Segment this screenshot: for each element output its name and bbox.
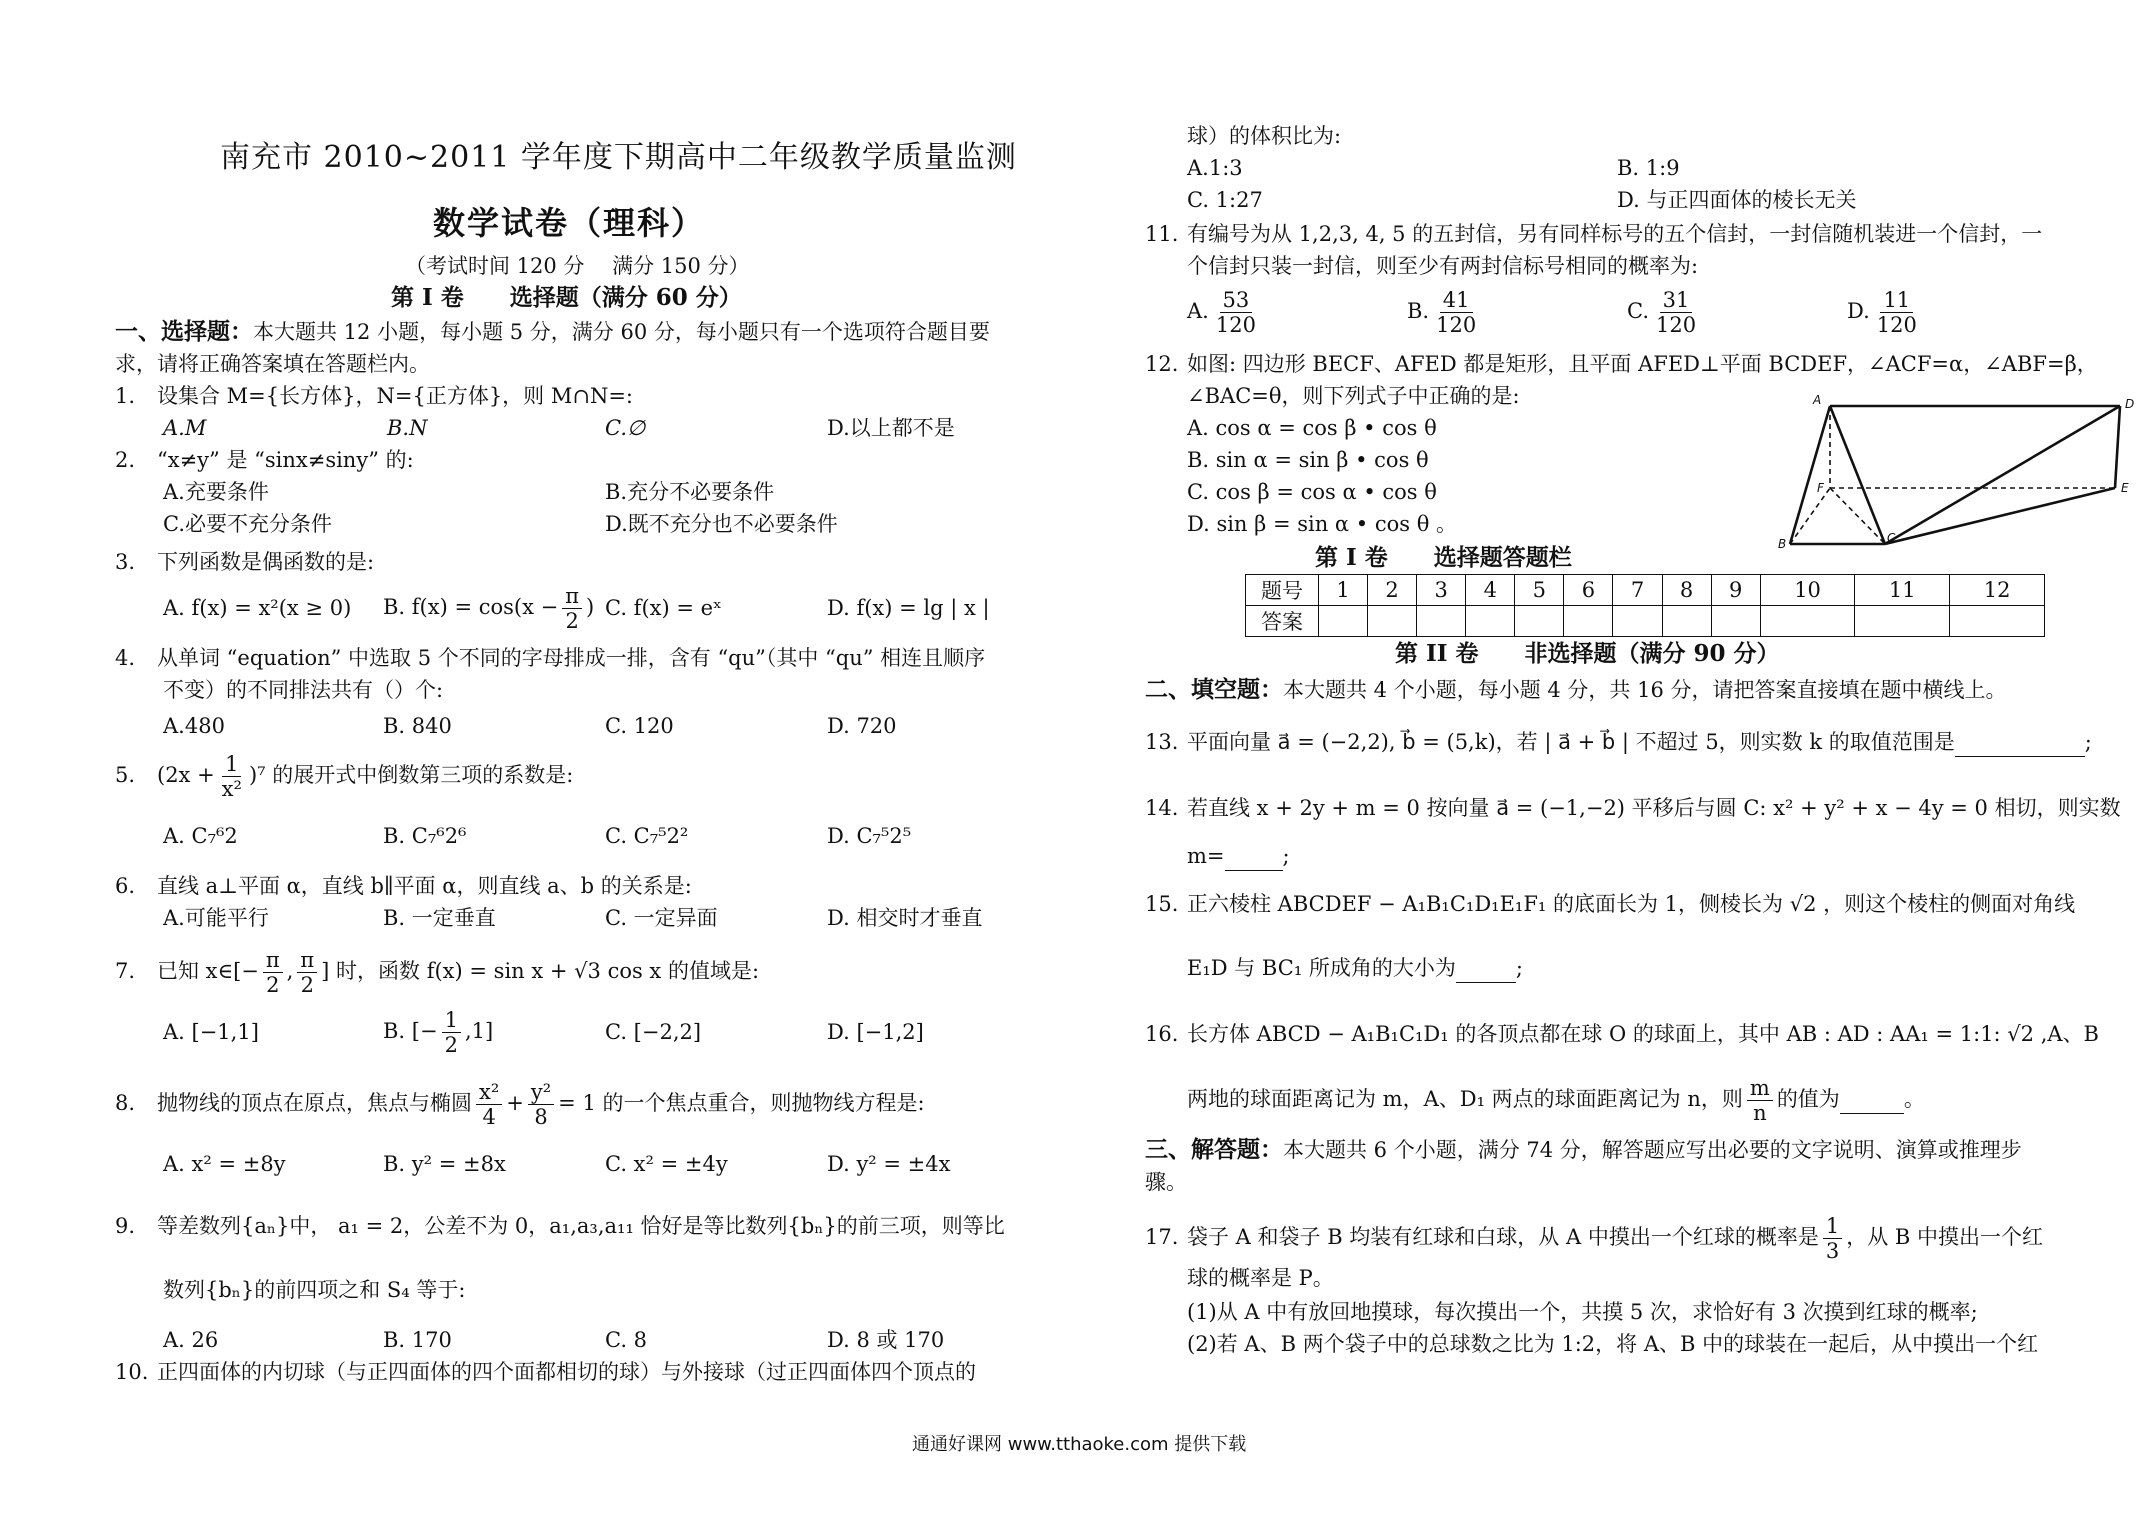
section1-intro-line2: 求，请将正确答案填在答题栏内。	[115, 352, 430, 376]
q3-option-d: D. f(x) = lg | x |	[827, 596, 990, 620]
footer-credit: 通通好课网 www.tthaoke.com 提供下载	[912, 1434, 1247, 1455]
subject-title: 数学试卷（理科）	[433, 204, 706, 242]
q11-option-b: B. $\frac{41}{120}$	[1407, 288, 1477, 337]
answer-table-num: 11	[1855, 575, 1950, 606]
q2-option-d: D.既不充分也不必要条件	[605, 512, 838, 536]
q9-option-b: B. 170	[383, 1328, 452, 1352]
answer-cell[interactable]	[1319, 606, 1368, 637]
question-14-line2: m= ;	[1187, 842, 1290, 871]
answer-cell[interactable]	[1466, 606, 1515, 637]
section3-intro: 三、解答题：本大题共 6 个小题，满分 74 分，解答题应写出必要的文字说明、演算或推理步	[1145, 1136, 2022, 1163]
q5-option-b: B. C₇⁶2⁶	[383, 824, 467, 848]
answer-table-num: 7	[1613, 575, 1662, 606]
q1-option-a: A.M	[163, 416, 207, 440]
section2-intro: 二、填空题：本大题共 4 个小题，每小题 4 分，共 16 分，请把答案直接填在题中横线上。	[1145, 676, 2007, 703]
answer-cell[interactable]	[1711, 606, 1760, 637]
section3-intro-line2: 骤。	[1145, 1170, 1187, 1194]
answer-table-answer-label: 答案	[1246, 606, 1319, 637]
q5-fraction: $\frac{1}{\text{x²}}$	[221, 752, 242, 801]
question-17-line2: 球的概率是 P。	[1187, 1266, 1334, 1290]
q10-option-d: D. 与正四面体的棱长无关	[1617, 188, 1857, 212]
q14-answer-blank[interactable]	[1225, 842, 1283, 871]
question-15: 15. 正六棱柱 ABCDEF − A₁B₁C₁D₁E₁F₁ 的底面长为 1，侧棱长为 √2 ，则这个棱柱的侧面对角线	[1145, 892, 2076, 916]
part2-heading: 第 II 卷 非选择题（满分 90 分）	[1395, 640, 1780, 667]
q11-option-d: D. $\frac{11}{120}$	[1847, 288, 1917, 337]
question-16: 16. 长方体 ABCD − A₁B₁C₁D₁ 的各顶点都在球 O 的球面上，其中 AB : AD : AA₁ = 1:1: √2 ,A、B	[1145, 1022, 2099, 1046]
q10-option-b: B. 1:9	[1617, 156, 1680, 180]
answer-table-num: 12	[1950, 575, 2045, 606]
part1-heading: 第 I 卷 选择题（满分 60 分）	[391, 284, 742, 311]
question-3: 3. 下列函数是偶函数的是:	[115, 550, 375, 574]
question-6: 6. 直线 a⊥平面 α，直线 b∥平面 α，则直线 a、b 的关系是:	[115, 874, 692, 898]
q8-fraction-1: $\frac{\text{x²}}{4}$	[476, 1080, 502, 1129]
question-13: 13. 平面向量 a⃗ = (−2,2), b⃗ = (5,k)，若 | a⃗ + b⃗ | 不超过 5，则实数 k 的取值范围是 ;	[1145, 728, 2092, 757]
q2-option-a: A.充要条件	[163, 480, 269, 504]
q12-option-c: C. cos β = cos α • cos θ	[1187, 480, 1437, 504]
edge-DE	[2115, 406, 2120, 488]
section1-intro: 一、选择题：本大题共 12 小题，每小题 5 分，满分 60 分，每小题只有一个选项符合题目要	[115, 318, 990, 345]
answer-table-num: 6	[1564, 575, 1613, 606]
q4-option-d: D. 720	[827, 714, 897, 738]
q12-option-a: A. cos α = cos β • cos θ	[1187, 416, 1437, 440]
q16-fraction: $\frac{m}{n}$	[1747, 1076, 1773, 1125]
q8-option-c: C. x² = ±4y	[605, 1152, 728, 1176]
q6-option-b: B. 一定垂直	[383, 906, 496, 930]
answer-table-header-label: 题号	[1246, 575, 1319, 606]
edge-AB	[1790, 406, 1830, 544]
q5-option-a: A. C₇⁶2	[163, 824, 238, 848]
q12-option-d: D. sin β = sin α • cos θ 。	[1187, 512, 1458, 536]
question-10: 10. 正四面体的内切球（与正四面体的四个面都相切的球）与外接球（过正四面体四个顶点的	[115, 1360, 976, 1384]
question-7: 7. 已知 x∈[− $\frac{\pi}{2}$ , $\frac{\pi}{2}$ ] 时，函数 f(x) = sin x + √3 cos x 的值域是:	[115, 948, 760, 997]
q7-fraction-2: $\frac{\pi}{2}$	[297, 948, 317, 997]
q9-option-c: C. 8	[605, 1328, 648, 1352]
question-11-line2: 个信封只装一封信，则至少有两封信标号相同的概率为:	[1187, 254, 1699, 278]
edge-FC	[1830, 488, 1885, 544]
label-D: D	[2125, 397, 2135, 411]
q6-option-a: A.可能平行	[163, 906, 269, 930]
answer-cell[interactable]	[1515, 606, 1564, 637]
answer-cell[interactable]	[1564, 606, 1613, 637]
answer-cell[interactable]	[1950, 606, 2045, 637]
question-4: 4. 从单词 “equation” 中选取 5 个不同的字母排成一排，含有 “qu”（其中 “qu” 相连且顺序	[115, 646, 986, 670]
question-11: 11. 有编号为从 1,2,3, 4, 5 的五封信，另有同样标号的五个信封，一封信随机装进一个信封，一	[1145, 222, 2043, 246]
q8-option-b: B. y² = ±8x	[383, 1152, 506, 1176]
question-10-cont: 球）的体积比为:	[1187, 124, 1342, 148]
q13-answer-blank[interactable]	[1955, 728, 2085, 757]
answer-cell[interactable]	[1760, 606, 1855, 637]
q3-option-c: C. f(x) = eˣ	[605, 596, 722, 620]
q3-fraction: $\frac{\pi}{2}$	[562, 584, 582, 633]
q10-option-a: A.1:3	[1187, 156, 1243, 180]
q10-option-c: C. 1:27	[1187, 188, 1263, 212]
q7-fraction-1: $\frac{\pi}{2}$	[263, 948, 283, 997]
q4-option-b: B. 840	[383, 714, 452, 738]
answer-table-answer-row	[1246, 606, 2045, 637]
edge-BF	[1790, 488, 1830, 544]
q9-option-a: A. 26	[163, 1328, 219, 1352]
label-A: A	[1813, 393, 1822, 407]
q17-fraction: $\frac{1}{3}$	[1823, 1214, 1842, 1263]
question-12-line2: ∠BAC=θ，则下列式子中正确的是:	[1187, 384, 1520, 408]
answer-cell[interactable]	[1417, 606, 1466, 637]
label-B: B	[1778, 537, 1787, 551]
q5-option-d: D. C₇⁵2⁵	[827, 824, 912, 848]
question-16-line2: 两地的球面距离记为 m，A、D₁ 两点的球面距离记为 n，则 $\frac{m}{n}$ 的值为 。	[1187, 1076, 1925, 1125]
question-8: 8. 抛物线的顶点在原点，焦点与椭圆 $\frac{\text{x²}}{4}$ + $\frac{\text{y²}}{8}$ = 1 的一个焦点重合，则抛物线方程是:	[115, 1080, 925, 1129]
question-15-line2: E₁D 与 BC₁ 所成角的大小为 ;	[1187, 954, 1523, 983]
q1-option-c: C.∅	[605, 416, 646, 440]
q8-fraction-2: $\frac{\text{y²}}{8}$	[528, 1080, 554, 1129]
q1-option-b: B.N	[387, 416, 428, 440]
question-9-line2: 数列{bₙ}的前四项之和 S₄ 等于:	[163, 1278, 466, 1302]
q8-option-a: A. x² = ±8y	[163, 1152, 286, 1176]
q12-prism-figure	[1775, 392, 2150, 554]
answer-table-header-row	[1246, 575, 2045, 606]
q3-option-b: B. f(x) = cos(x − $\frac{\pi}{2}$ )	[383, 584, 595, 633]
q1-option-d: D.以上都不是	[827, 416, 955, 440]
question-2: 2. “x≠y” 是 “sinx≠siny” 的:	[115, 448, 414, 472]
edge-DC	[1885, 406, 2120, 544]
q7-option-b-fraction: $\frac{1}{2}$	[442, 1008, 461, 1057]
answer-cell[interactable]	[1855, 606, 1950, 637]
label-E: E	[2121, 481, 2129, 495]
question-14: 14. 若直线 x + 2y + m = 0 按向量 a⃗ = (−1,−2) 平移后与圆 C: x² + y² + x − 4y = 0 相切，则实数	[1145, 796, 2121, 820]
q3-option-a: A. f(x) = x²(x ≥ 0)	[163, 596, 352, 620]
q11-option-a: A. $\frac{53}{120}$	[1187, 288, 1256, 337]
q7-option-d: D. [−1,2]	[827, 1020, 924, 1044]
q16-answer-blank[interactable]	[1840, 1085, 1904, 1114]
label-C: C	[1887, 531, 1896, 545]
answer-table-num: 10	[1760, 575, 1855, 606]
question-17-part2: (2)若 A、B 两个袋子中的总球数之比为 1:2，将 A、B 中的球装在一起后，从中摸出一个红	[1187, 1332, 2039, 1356]
q4-option-c: C. 120	[605, 714, 674, 738]
q12-option-b: B. sin α = sin β • cos θ	[1187, 448, 1429, 472]
q11-option-c: C. $\frac{31}{120}$	[1627, 288, 1697, 337]
answer-table-num: 8	[1662, 575, 1711, 606]
answer-table-num: 5	[1515, 575, 1564, 606]
q6-option-c: C. 一定异面	[605, 906, 718, 930]
q6-option-d: D. 相交时才垂直	[827, 906, 983, 930]
answer-table-num: 2	[1368, 575, 1417, 606]
q15-answer-blank[interactable]	[1456, 954, 1516, 983]
answer-cell[interactable]	[1662, 606, 1711, 637]
label-F: F	[1817, 481, 1824, 495]
q7-option-c: C. [−2,2]	[605, 1020, 702, 1044]
answer-table-num: 9	[1711, 575, 1760, 606]
question-17: 17. 袋子 A 和袋子 B 均装有红球和白球，从 A 中摸出一个红球的概率是 $\frac{1}{3}$ ，从 B 中摸出一个红	[1145, 1214, 2043, 1263]
answer-cell[interactable]	[1613, 606, 1662, 637]
q4-option-a: A.480	[163, 714, 225, 738]
q5-option-c: C. C₇⁵2²	[605, 824, 689, 848]
exam-title: 南充市 2010~2011 学年度下期高中二年级教学质量监测	[220, 140, 1017, 175]
edge-CE	[1885, 488, 2115, 544]
q9-option-d: D. 8 或 170	[827, 1328, 945, 1352]
q2-option-b: B.充分不必要条件	[605, 480, 775, 504]
question-5: 5. (2x + $\frac{1}{\text{x²}}$ )⁷ 的展开式中倒数第三项的系数是:	[115, 752, 574, 801]
question-17-part1: (1)从 A 中有放回地摸球，每次摸出一个，共摸 5 次，求恰好有 3 次摸到红球的概率;	[1187, 1300, 1978, 1324]
question-12: 12. 如图: 四边形 BECF、AFED 都是矩形，且平面 AFED⊥平面 BCDEF，∠ACF=α，∠ABF=β，	[1145, 352, 2098, 376]
question-4-line2: 不变）的不同排法共有（）个:	[163, 678, 444, 702]
answer-table-num: 4	[1466, 575, 1515, 606]
exam-info: （考试时间 120 分 满分 150 分）	[405, 254, 750, 278]
question-1: 1. 设集合 M={长方体}，N={正方体}，则 M∩N=:	[115, 384, 634, 408]
answer-table	[1245, 574, 2045, 637]
q8-option-d: D. y² = ±4x	[827, 1152, 951, 1176]
q7-option-a: A. [−1,1]	[163, 1020, 259, 1044]
q7-option-b: B. [− $\frac{1}{2}$ ,1]	[383, 1008, 494, 1057]
answer-table-num: 3	[1417, 575, 1466, 606]
answer-table-num: 1	[1319, 575, 1368, 606]
q2-option-c: C.必要不充分条件	[163, 512, 332, 536]
answer-cell[interactable]	[1368, 606, 1417, 637]
edge-AC	[1830, 406, 1885, 544]
answer-table-caption: 第 I 卷 选择题答题栏	[1315, 544, 1572, 571]
question-9: 9. 等差数列{aₙ}中， a₁ = 2，公差不为 0，a₁,a₃,a₁₁ 恰好是等比数列{bₙ}的前三项，则等比	[115, 1214, 1005, 1238]
